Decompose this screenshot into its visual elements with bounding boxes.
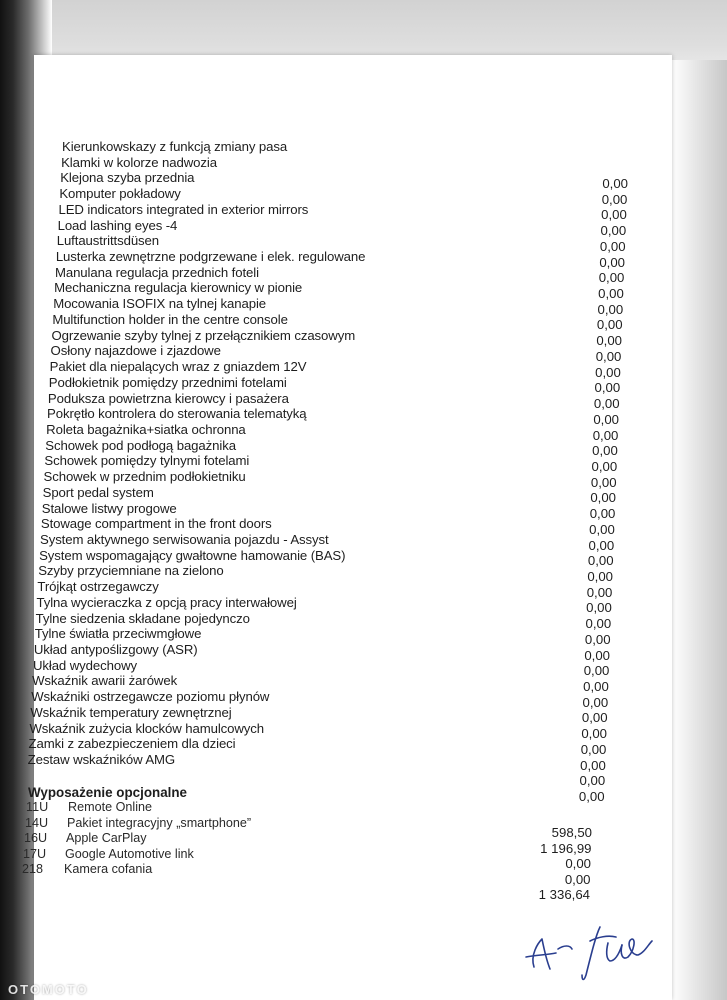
feature-value: 0,00 xyxy=(595,348,622,364)
optional-item-row xyxy=(25,815,345,831)
feature-value: 0,00 xyxy=(598,286,624,302)
feature-name: Pakiet dla niepalących wraz z gniazdem 12V xyxy=(49,359,307,375)
feature-name: Schowek w przednim podłokietniku xyxy=(43,469,246,485)
feature-name: Lusterka zewnętrzne podgrzewane i elek. regulowane xyxy=(55,249,366,265)
handwritten-signature xyxy=(512,915,662,985)
feature-row xyxy=(0,138,727,155)
feature-name: Trójkąt ostrzegawczy xyxy=(37,579,159,595)
optional-item-row xyxy=(23,846,343,862)
feature-name: Stalowe listwy progowe xyxy=(41,500,177,516)
optional-item-name: Remote Online xyxy=(68,800,152,814)
feature-value: 0,00 xyxy=(584,647,610,663)
feature-value: 0,00 xyxy=(598,270,625,286)
optional-item-value: 598,50 xyxy=(551,825,592,840)
feature-value: 0,00 xyxy=(596,333,622,349)
feature-name: Pokrętło kontrolera do sterowania telematyką xyxy=(47,406,307,422)
feature-name: Szyby przyciemniane na zielono xyxy=(38,563,224,579)
feature-row xyxy=(0,515,727,532)
feature-name: Kierunkowskazy z funkcją zmiany pasa xyxy=(62,139,288,154)
feature-value: 0,00 xyxy=(594,380,621,396)
feature-name: LED indicators integrated in exterior mirrors xyxy=(58,201,309,217)
feature-name: Osłony najazdowe i zjazdowe xyxy=(50,343,221,359)
feature-row xyxy=(0,625,727,642)
optional-item-code: 218 xyxy=(22,862,44,876)
feature-value: 0,00 xyxy=(592,427,619,443)
feature-row xyxy=(0,531,727,548)
feature-value: 0,00 xyxy=(589,506,616,522)
feature-value: 0,00 xyxy=(580,757,606,773)
feature-value: 0,00 xyxy=(579,773,606,789)
feature-name: Sport pedal system xyxy=(42,484,154,500)
optional-item-value: 0,00 xyxy=(564,871,591,887)
optional-item-name: Pakiet integracyjny „smartphone” xyxy=(67,815,252,830)
feature-value: 0,00 xyxy=(601,207,627,223)
feature-name: Mocowania ISOFIX na tylnej kanapie xyxy=(53,296,267,312)
optional-item-code: 11U xyxy=(26,800,49,814)
feature-name: Zestaw wskaźników AMG xyxy=(27,752,176,768)
feature-value: 0,00 xyxy=(601,191,628,207)
feature-value: 0,00 xyxy=(600,223,627,239)
feature-name: Schowek pomiędzy tylnymi fotelami xyxy=(44,453,250,469)
feature-value: 0,00 xyxy=(599,254,625,270)
feature-value: 0,00 xyxy=(583,679,609,695)
optional-item-value: 1 196,99 xyxy=(540,840,592,856)
feature-row xyxy=(0,578,727,595)
feature-row xyxy=(0,500,727,517)
feature-name: Schowek pod podłogą bagażnika xyxy=(45,437,236,453)
feature-row xyxy=(0,735,727,752)
feature-row xyxy=(0,720,727,737)
feature-name: Mechaniczna regulacja kierownicy w pionie xyxy=(54,280,303,296)
feature-row xyxy=(0,672,727,689)
optional-item-value: 1 336,64 xyxy=(538,887,590,903)
feature-name: Zamki z zabezpieczeniem dla dzieci xyxy=(28,736,236,752)
feature-value: 0,00 xyxy=(592,443,618,459)
feature-value: 0,00 xyxy=(590,490,616,506)
optional-item-row xyxy=(24,830,344,846)
optional-item-code: 16U xyxy=(24,831,48,845)
watermark: OTOMOTO xyxy=(8,982,89,997)
optional-item-name: Kamera cofania xyxy=(64,862,153,876)
feature-value: 0,00 xyxy=(586,600,612,616)
feature-value: 0,00 xyxy=(602,176,628,191)
feature-name: Klamki w kolorze nadwozia xyxy=(61,154,217,170)
feature-value: 0,00 xyxy=(583,663,610,679)
feature-value: 0,00 xyxy=(582,694,609,710)
feature-name: Układ wydechowy xyxy=(32,657,137,673)
feature-value: 0,00 xyxy=(596,317,623,333)
feature-name: Wskaźniki ostrzegawcze poziomu płynów xyxy=(31,689,270,705)
feature-value: 0,00 xyxy=(599,238,626,254)
feature-row xyxy=(0,562,727,579)
feature-value: 0,00 xyxy=(593,411,619,427)
optional-item-value: 0,00 xyxy=(565,856,591,872)
feature-name: Wskaźnik awarii żarówek xyxy=(32,673,178,689)
feature-value: 0,00 xyxy=(587,569,613,584)
feature-row xyxy=(0,154,727,171)
feature-name: Multifunction holder in the centre console xyxy=(52,311,288,327)
feature-value: 0,00 xyxy=(595,364,621,380)
optional-item-name: Google Automotive link xyxy=(65,846,194,861)
feature-row xyxy=(0,610,727,627)
feature-row xyxy=(0,484,727,501)
feature-name: System aktywnego serwisowania pojazdu - Assyst xyxy=(40,532,329,547)
feature-row xyxy=(0,468,727,485)
feature-value: 0,00 xyxy=(597,301,624,317)
feature-name: Load lashing eyes -4 xyxy=(57,217,178,233)
feature-name: Wskaźnik temperatury zewnętrznej xyxy=(30,704,232,720)
feature-name: Klejona szyba przednia xyxy=(60,170,195,186)
feature-name: Tylna wycieraczka z opcją pracy interwałowej xyxy=(36,594,297,610)
feature-value: 0,00 xyxy=(581,726,607,742)
feature-value: 0,00 xyxy=(590,474,617,490)
feature-name: Układ antypoślizgowy (ASR) xyxy=(33,642,198,658)
feature-value: 0,00 xyxy=(585,616,612,632)
feature-value: 0,00 xyxy=(588,537,615,553)
optional-item-code: 17U xyxy=(23,846,47,861)
feature-name: Manulana regulacja przednich foteli xyxy=(54,264,259,280)
feature-row xyxy=(0,704,727,721)
feature-row xyxy=(0,594,727,611)
feature-row xyxy=(0,547,727,564)
optional-item-name: Apple CarPlay xyxy=(66,831,147,845)
feature-name: Luftaustrittsdüsen xyxy=(56,233,160,249)
feature-name: System wspomagający gwałtowne hamowanie (BAS) xyxy=(39,547,346,563)
feature-value: 0,00 xyxy=(580,741,607,757)
feature-name: Poduksza powietrzna kierowcy i pasażera xyxy=(47,390,289,406)
feature-value: 0,00 xyxy=(581,710,608,726)
feature-row xyxy=(0,751,727,768)
feature-name: Ogrzewanie szyby tylnej z przełącznikiem czasowym xyxy=(51,327,356,343)
feature-value: 0,00 xyxy=(586,584,613,600)
feature-name: Stowage compartment in the front doors xyxy=(40,516,272,532)
optional-item-row xyxy=(22,861,342,877)
feature-value: 0,00 xyxy=(587,553,614,569)
optional-equipment-title: Wyposażenie opcjonalne xyxy=(28,785,187,800)
feature-row xyxy=(0,452,727,469)
feature-name: Komputer pokładowy xyxy=(59,186,181,202)
feature-row xyxy=(0,688,727,705)
feature-name: Podłokietnik pomiędzy przednimi fotelami xyxy=(48,374,287,390)
optional-item-row xyxy=(26,799,346,815)
feature-value: 0,00 xyxy=(591,458,618,474)
feature-value: 0,00 xyxy=(578,789,605,805)
feature-row xyxy=(0,641,727,658)
feature-name: Tylne światła przeciwmgłowe xyxy=(34,626,202,642)
feature-name: Wskaźnik zużycia klocków hamulcowych xyxy=(29,720,265,736)
feature-row xyxy=(0,657,727,674)
feature-value: 0,00 xyxy=(593,396,620,412)
feature-name: Roleta bagażnika+siatka ochronna xyxy=(46,421,246,437)
optional-item-code: 14U xyxy=(25,815,49,830)
feature-value: 0,00 xyxy=(589,521,615,537)
feature-name: Tylne siedzenia składane pojedynczo xyxy=(35,610,250,626)
feature-value: 0,00 xyxy=(584,631,611,647)
